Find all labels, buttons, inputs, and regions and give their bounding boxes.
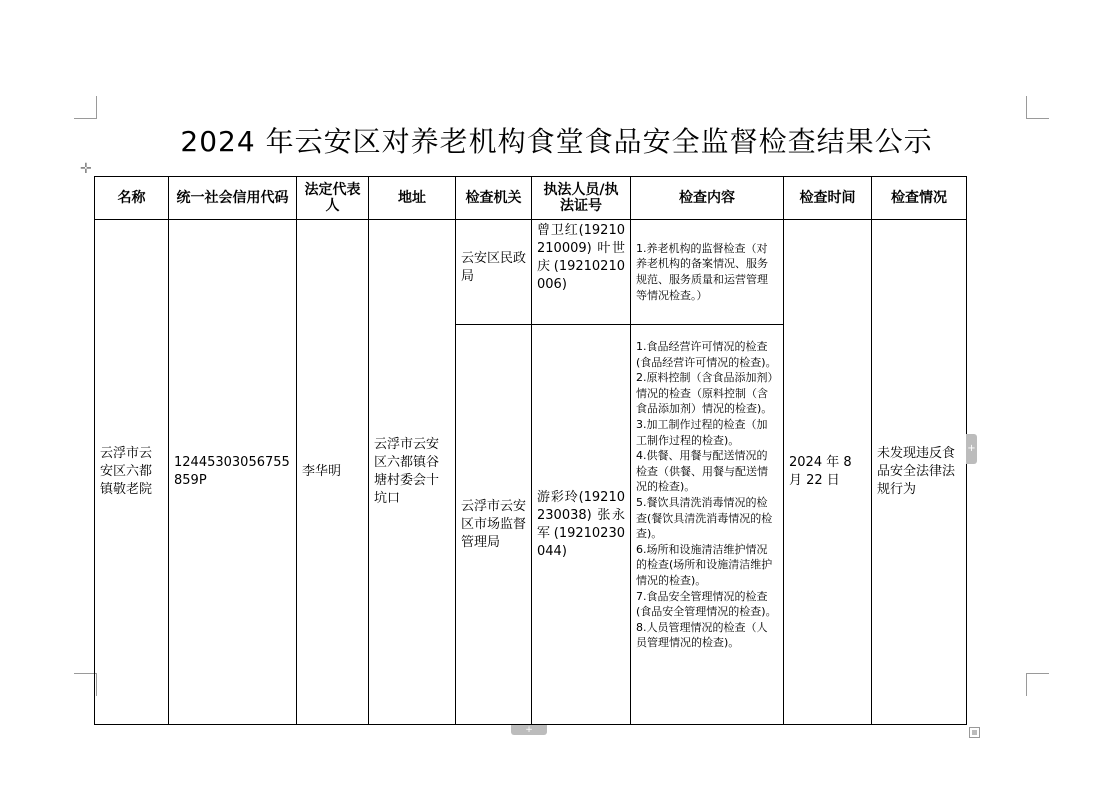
table-header-row xyxy=(95,177,967,220)
header-agency: 检查机关 xyxy=(456,177,532,220)
header-legal-rep: 法定代表人 xyxy=(297,177,369,220)
header-time: 检查时间 xyxy=(784,177,872,220)
page-margin-corner-bottom-right xyxy=(1026,673,1049,696)
cell-result: 未发现违反食品安全法律法规行为 xyxy=(872,220,967,725)
header-content: 检查内容 xyxy=(631,177,784,220)
header-address: 地址 xyxy=(369,177,456,220)
cell-legal-rep: 李华明 xyxy=(297,220,369,725)
content-item: 4.供餐、用餐与配送情况的检查（供餐、用餐与配送情况的检查)。 xyxy=(636,449,768,494)
cell-agency-market-regulation: 云浮市云安区市场监督管理局 xyxy=(456,325,532,725)
page-margin-corner-top-right xyxy=(1026,96,1049,119)
cell-name: 云浮市云安区六都镇敬老院 xyxy=(95,220,169,725)
add-column-handle-icon[interactable]: + xyxy=(966,434,977,464)
content-item: 7.食品安全管理情况的检查(食品安全管理情况的检查)。 xyxy=(636,589,777,619)
content-item: 1.食品经营许可情况的检查(食品经营许可情况的检查)。 xyxy=(636,340,777,369)
add-row-handle-icon[interactable]: + xyxy=(511,725,547,735)
inspection-results-table xyxy=(94,176,967,725)
cell-officers-market-regulation: 游彩玲(19210230038) 张永军(19210230044) xyxy=(532,325,631,725)
header-officers: 执法人员/执法证号 xyxy=(532,177,631,220)
page-margin-corner-top-left xyxy=(74,96,97,119)
document-title: 2024 年云安区对养老机构食堂食品安全监督检查结果公示 xyxy=(180,125,933,158)
cell-content-market-regulation xyxy=(631,325,784,725)
cell-content-civil-affairs: 1.养老机构的监督检查（对养老机构的备案情况、服务规范、服务质量和运营管理等情况检查。） xyxy=(631,220,784,325)
table-row xyxy=(95,220,967,325)
content-item: 6.场所和设施清洁维护情况的检查(场所和设施清洁维护情况的检查)。 xyxy=(636,542,773,587)
content-item: 3.加工制作过程的检查（加工制作过程的检查)。 xyxy=(636,417,768,447)
cell-inspection-time: 2024 年 8 月 22 日 xyxy=(784,220,872,725)
table-resize-handle-icon[interactable] xyxy=(969,727,980,738)
cell-officers-civil-affairs: 曾卫红(19210210009) 叶世庆(19210210006) xyxy=(532,220,631,325)
cell-agency-civil-affairs: 云安区民政局 xyxy=(456,220,532,325)
header-name: 名称 xyxy=(95,177,169,220)
cell-address: 云浮市云安区六都镇谷塘村委会十坑口 xyxy=(369,220,456,725)
table-move-handle-icon[interactable]: ✛ xyxy=(80,161,92,177)
cell-credit-code: 12445303056755859P xyxy=(169,220,297,725)
header-credit-code: 统一社会信用代码 xyxy=(169,177,297,220)
header-result: 检查情况 xyxy=(872,177,967,220)
content-item: 8.人员管理情况的检查（人员管理情况的检查)。 xyxy=(636,620,768,650)
content-item: 2.原料控制（含食品添加剂）情况的检查（原料控制（含食品添加剂）情况的检查)。 xyxy=(636,371,773,416)
content-item: 5.餐饮具清洗消毒情况的检查(餐饮具清洗消毒情况的检查)。 xyxy=(636,495,773,541)
